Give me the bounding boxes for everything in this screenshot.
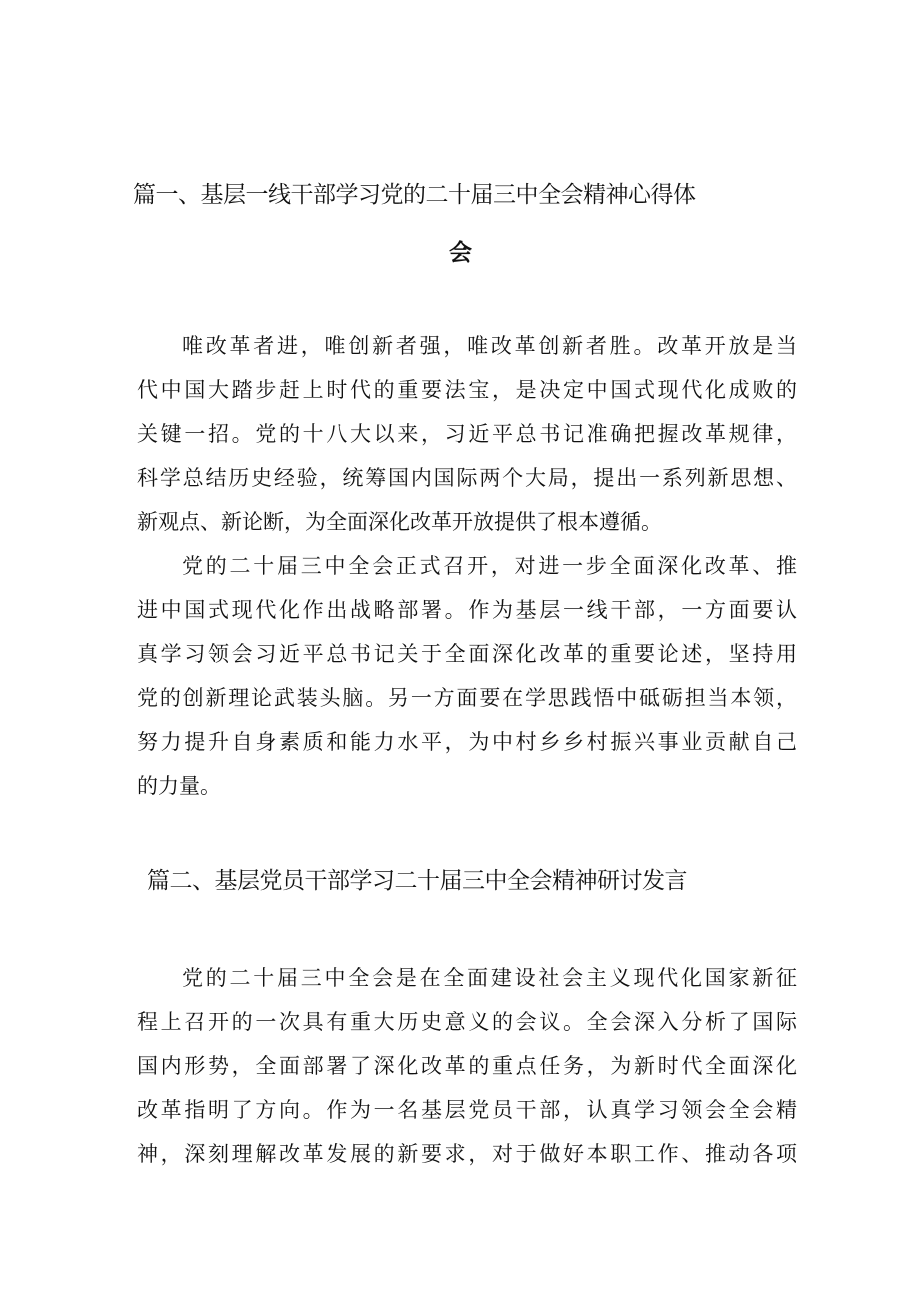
article2-title: 篇二、基层党员干部学习二十届三中全会精神研讨发言 — [147, 868, 687, 894]
article1-paragraph2-line: 党的创新理论武装头脑。另一方面要在学思践悟中砥砺担当本领， — [137, 686, 797, 710]
article1-paragraph1-line: 代中国大踏步赶上时代的重要法宝，是决定中国式现代化成败的 — [137, 378, 797, 402]
article1-paragraph1-line: 唯改革者进，唯创新者强，唯改革创新者胜。改革开放是当 — [182, 334, 797, 358]
article1-title-line2: 会 — [449, 240, 472, 266]
article2-paragraph-line: 党的二十届三中全会是在全面建设社会主义现代化国家新征 — [182, 966, 797, 990]
article1-paragraph2-line: 努力提升自身素质和能力水平，为中村乡乡村振兴事业贡献自己 — [137, 730, 797, 754]
article1-paragraph2-line: 真学习领会习近平总书记关于全面深化改革的重要论述，坚持用 — [137, 642, 797, 666]
article2-paragraph-line: 神，深刻理解改革发展的新要求，对于做好本职工作、推动各项 — [137, 1142, 797, 1166]
article2-paragraph-line: 国内形势，全面部署了深化改革的重点任务，为新时代全面深化 — [137, 1054, 797, 1078]
article1-paragraph2-line: 进中国式现代化作出战略部署。作为基层一线干部，一方面要认 — [137, 598, 797, 622]
article1-paragraph2-line: 党的二十届三中全会正式召开，对进一步全面深化改革、推 — [182, 554, 797, 578]
article1-paragraph1-line: 科学总结历史经验，统筹国内国际两个大局，提出一系列新思想、 — [137, 466, 797, 490]
article2-paragraph-line: 改革指明了方向。作为一名基层党员干部，认真学习领会全会精 — [137, 1098, 797, 1122]
article1-paragraph1-line: 关键一招。党的十八大以来，习近平总书记准确把握改革规律， — [137, 422, 797, 446]
article2-paragraph-line: 程上召开的一次具有重大历史意义的会议。全会深入分析了国际 — [137, 1010, 797, 1034]
article1-paragraph1-line: 新观点、新论断，为全面深化改革开放提供了根本遵循。 — [137, 510, 662, 534]
article1-title-line1: 篇一、基层一线干部学习党的二十届三中全会精神心得体 — [133, 182, 696, 208]
article1-paragraph2-line: 的力量。 — [137, 774, 221, 798]
